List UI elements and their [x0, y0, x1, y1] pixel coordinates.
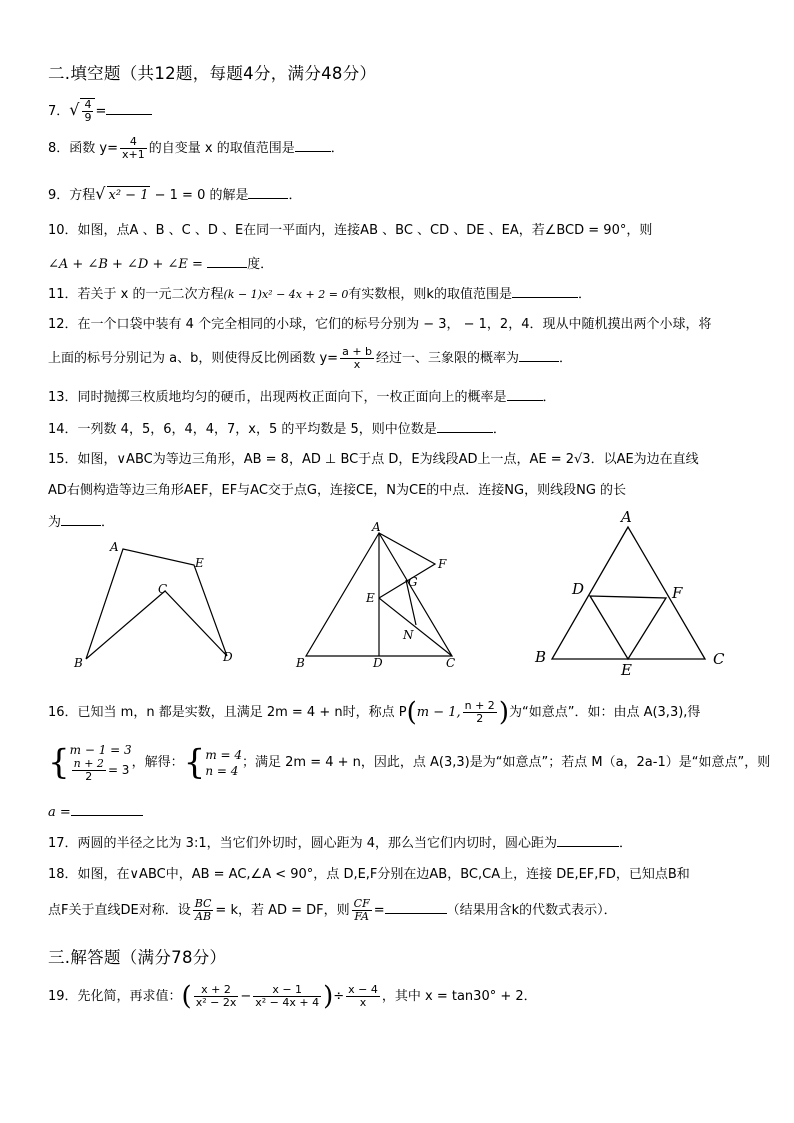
question-9: 9．方程√ x² − 1 − 1 = 0 的解是 ．: [48, 184, 302, 203]
answer-blank[interactable]: [248, 186, 288, 199]
question-19: 19．先化简，再求值：( $\frac{x + 2}{\text{x² − 2x}}$ − $\frac{x - 1}{\text{x² − 4x + 4}}$ )÷ $\frac{x - 4}{x}$ ，其中 x = tan30° + 2．: [48, 981, 537, 1012]
point-label-C: C: [446, 656, 456, 670]
point-label-E: E: [621, 661, 632, 679]
answer-blank[interactable]: [106, 102, 152, 115]
question-16-line-1: 16．已知当 m，n 都是实数，且满足 2m = 4 + n时，称点 P(m − 1, $\frac{n + 2}{2}$ )为“如意点”．如：由点 A(3,3),得: [48, 697, 701, 728]
point-label-D: D: [223, 650, 233, 664]
answer-blank[interactable]: [385, 901, 447, 914]
figure-q10-pentagon: [60, 535, 250, 675]
section-heading-solve: 三.解答题（满分78分）: [48, 948, 227, 967]
point-label-G: G: [408, 575, 418, 589]
point-label-D: D: [373, 656, 383, 670]
point-label-B: B: [296, 656, 305, 670]
point-label-C: C: [713, 650, 725, 668]
question-16-line-2: { m − 1 = 3 $\frac{n + 2}{2}$ = 3 ，解得：{ m = 4 n = 4 ；满足 2m = 4 + n，因此，点 A(3,3)是为“如意点”；若点 M（a，2a-1）是“如意点”，则: [48, 742, 771, 783]
answer-blank[interactable]: [557, 834, 619, 847]
question-15-line-1: 15．如图，∨ABC为等边三角形，AB = 8，AD ⊥ BC于点 D，E为线段AD上一点，AE = 2√3．以AE为边在直线: [48, 452, 699, 467]
point-label-B: B: [74, 656, 83, 670]
figure-q15-lines: [306, 533, 452, 656]
answer-blank[interactable]: [437, 420, 493, 433]
question-15-line-2: AD右侧构造等边三角形AEF，EF与AC交于点G，连接CE，N为CE的中点．连接NG，则线段NG 的长: [48, 483, 627, 498]
answer-blank[interactable]: [512, 285, 578, 298]
question-16-line-3: a =: [48, 803, 143, 822]
question-18-line-2: 点F关于直线DE对称．设 $\frac{BC}{AB}$ = k，若 AD = DF，则 $\frac{CF}{FA}$ = （结果用含k的代数式表示）．: [48, 897, 617, 923]
question-7: 7．√ $\frac{4}{9}$ =: [48, 98, 152, 124]
answer-blank[interactable]: [507, 388, 543, 401]
point-label-F: F: [438, 557, 447, 571]
point-label-A: A: [110, 540, 119, 554]
point-label-E: E: [195, 556, 204, 570]
question-12-line-2: 上面的标号分别记为 a、b，则使得反比例函数 y= $\frac{a + b}{x}$ 经过一、三象限的概率为 ．: [48, 345, 573, 371]
point-label-N: N: [403, 628, 414, 642]
sqrt-icon: √: [69, 100, 80, 119]
question-13: 13．同时抛掷三枚质地均匀的硬币，出现两枚正面向下，一枚正面向上的概率是 ．: [48, 390, 556, 405]
point-label-B: B: [535, 648, 547, 666]
answer-blank[interactable]: [71, 803, 143, 816]
point-label-E: E: [366, 591, 375, 605]
point-label-F: F: [672, 584, 683, 602]
answer-blank[interactable]: [295, 139, 331, 152]
question-17: 17．两圆的半径之比为 3:1，当它们外切时，圆心距为 4，那么当它们内切时，圆心距为 ．: [48, 836, 633, 851]
point-label-D: D: [572, 580, 585, 598]
question-15-line-3: 为 ．: [48, 515, 115, 530]
point-label-A: A: [621, 508, 632, 526]
answer-blank[interactable]: [61, 513, 101, 526]
question-10-line-2: ∠A + ∠B + ∠D + ∠E = 度．: [48, 257, 274, 272]
sqrt-icon: √: [95, 184, 106, 203]
section-heading-fill-blank: 二.填空题（共12题，每题4分，满分48分）: [48, 64, 377, 83]
point-label-A: A: [372, 520, 381, 534]
figure-q18-triangle: [525, 505, 745, 680]
question-14: 14．一列数 4，5，6，4，4，7，x，5 的平均数是 5，则中位数是 ．: [48, 422, 506, 437]
point-label-C: C: [158, 582, 168, 596]
figure-q15-triangle: [290, 515, 475, 675]
question-8: 8．函数 y= $\frac{4}{x+1}$ 的自变量 x 的取值范围是 ．: [48, 135, 344, 161]
answer-blank[interactable]: [519, 349, 559, 362]
question-12-line-1: 12．在一个口袋中装有 4 个完全相同的小球，它们的标号分别为 − 3， − 1，2，4．现从中随机摸出两个小球，将: [48, 317, 712, 332]
answer-blank[interactable]: [207, 255, 247, 268]
question-11: 11．若关于 x 的一元二次方程(k − 1)x² − 4x + 2 = 0有实数根，则k的取值范围是 ．: [48, 287, 591, 302]
question-10-line-1: 10．如图，点A 、B 、C 、D 、E在同一平面内，连接AB 、BC 、CD 、DE 、EA，若∠BCD = 90°，则: [48, 223, 653, 238]
question-18-line-1: 18．如图，在∨ABC中，AB = AC,∠A < 90°，点 D,E,F分别在边AB，BC,CA上，连接 DE,EF,FD，已知点B和: [48, 867, 690, 882]
figure-q10-lines: [86, 549, 227, 659]
